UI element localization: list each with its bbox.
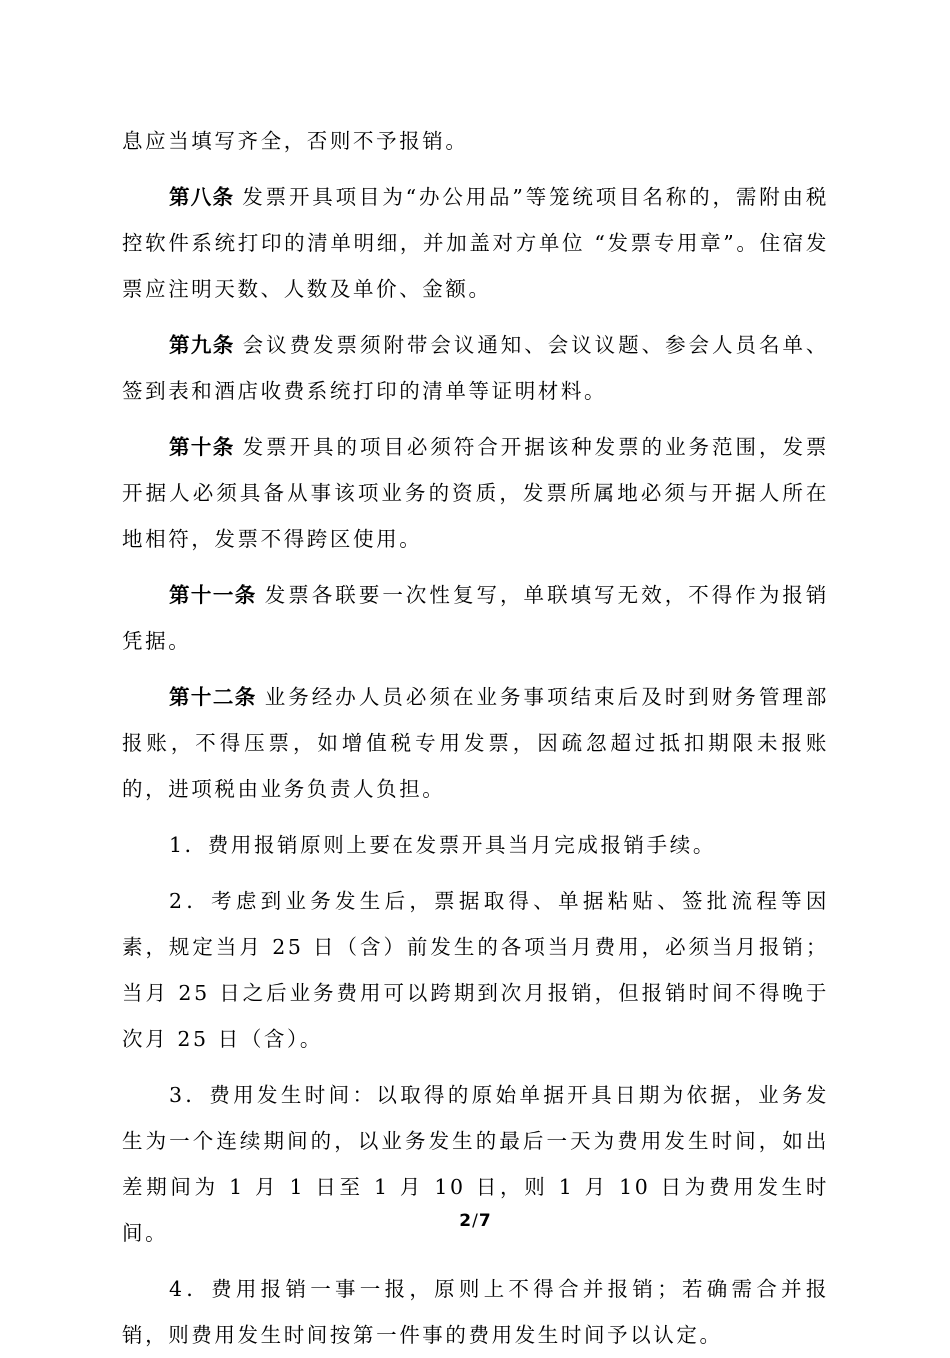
article-heading: 第十条 [169, 435, 235, 459]
article-text: 发票开具项目为“办公用品”等笼统项目名称的，需附由税控软件系统打印的清单明细，并加盖对方单位 “发票专用章”。住宿发票应注明天数、人数及单价、金额。 [122, 185, 830, 301]
page-number [0, 1210, 950, 1232]
article-heading: 第九条 [169, 333, 235, 357]
article-heading: 第十二条 [169, 685, 257, 709]
article-text: 业务经办人员必须在业务事项结束后及时到财务管理部报账，不得压票，如增值税专用发票，因疏忽超过抵扣期限未报账的，进项税由业务负责人负担。 [122, 685, 829, 801]
list-item-text: 2．考虑到业务发生后，票据取得、单据粘贴、签批流程等因素，规定当月 25 日（含）前发生的各项当月费用，必须当月报销；当月 25 日之后业务费用可以跨期到次月报销，但报销时间不得晚于次月 25 日（含）。 [122, 889, 829, 1051]
article-heading: 第八条 [169, 185, 235, 209]
article-11 [122, 572, 829, 664]
paragraph-text: 息应当填写齐全，否则不予报销。 [122, 129, 469, 153]
document-body [122, 118, 829, 1358]
article-heading: 第十一条 [169, 583, 257, 607]
article-8 [122, 174, 829, 312]
current-page: 2 [459, 1211, 472, 1231]
article-text: 发票各联要一次性复写，单联填写无效，不得作为报销凭据。 [122, 583, 829, 653]
paragraph-continuation [122, 118, 829, 164]
list-item-2 [122, 878, 829, 1062]
article-text: 发票开具的项目必须符合开据该种发票的业务范围，发票开据人必须具备从事该项业务的资质，发票所属地必须与开据人所在地相符，发票不得跨区使用。 [122, 435, 830, 551]
list-item-1 [122, 822, 829, 868]
list-item-text: 3．费用发生时间：以取得的原始单据开具日期为依据，业务发生为一个连续期间的，以业务发生的最后一天为费用发生时间，如出差期间为 1 月 1 日至 1 月 10 日，则 1 月 10 日为费用发生时间。 [122, 1083, 829, 1245]
list-item-text: 4．费用报销一事一报，原则上不得合并报销；若确需合并报销，则费用发生时间按第一件事的费用发生时间予以认定。 [122, 1277, 829, 1347]
page-separator: / [472, 1211, 478, 1231]
article-10 [122, 424, 829, 562]
article-12 [122, 674, 829, 812]
total-pages: 7 [478, 1211, 491, 1231]
article-9 [122, 322, 829, 414]
list-item-text: 1．费用报销原则上要在发票开具当月完成报销手续。 [169, 833, 716, 857]
list-item-4 [122, 1266, 829, 1358]
article-text: 会议费发票须附带会议通知、会议议题、参会人员名单、签到表和酒店收费系统打印的清单等证明材料。 [122, 333, 830, 403]
